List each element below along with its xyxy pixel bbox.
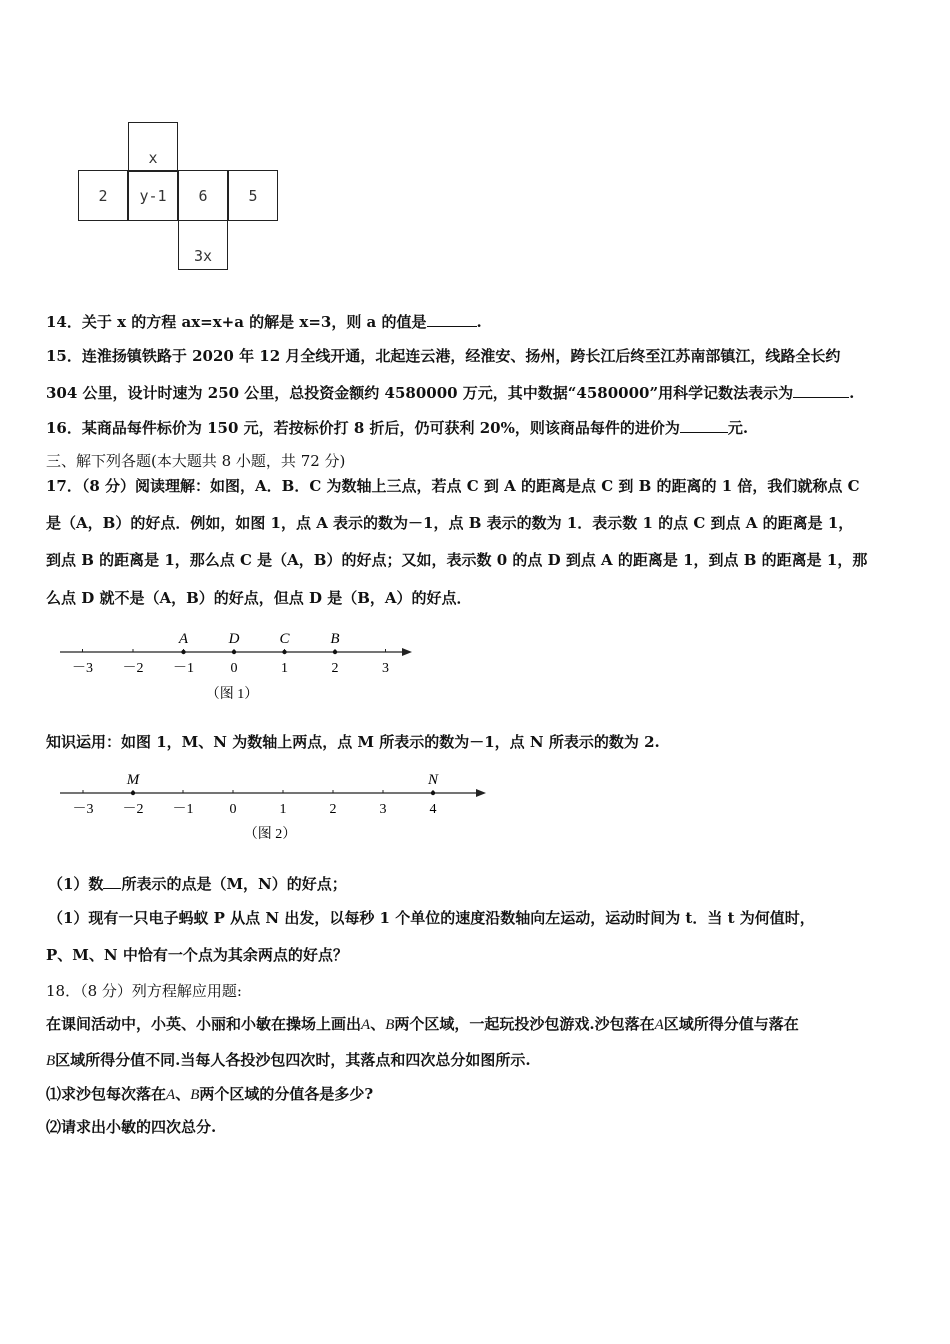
part-1-text-a: （1）数: [48, 875, 104, 893]
fig1-tick-label: 2: [331, 661, 339, 676]
fig2-tick-label: －1: [172, 802, 194, 817]
fig2-point-m: [131, 791, 135, 795]
fig1-tick-label: 3: [382, 661, 389, 676]
fig2-caption: （图 2）: [243, 827, 297, 842]
fig1-point-label-c: C: [279, 631, 290, 647]
net-cell-bottom: 3x: [178, 220, 228, 270]
answer-blank-17-1[interactable]: [103, 874, 121, 889]
fig2-point-n: [431, 791, 435, 795]
fig2-point-label-n: N: [427, 772, 439, 788]
answer-blank-15[interactable]: [793, 383, 849, 398]
q18-q1-b: 两个区域的分值各是多少?: [199, 1085, 374, 1103]
part-1-text-b: 所表示的点是（M，N）的好点；: [121, 875, 347, 893]
question-17-part-2-line-1: （1）现有一只电子蚂蚁 P 从点 N 出发，以每秒 1 个单位的速度沿数轴向左运动，运动时间为 t．当 t 为何值时，: [48, 909, 815, 927]
number-line-figure-2: [0, 760, 520, 850]
fig1-tick-label: －2: [122, 661, 144, 676]
net-cell-middle-1: y-1: [128, 170, 178, 221]
question-18-part-2: ⑵请求出小敏的四次总分.: [46, 1118, 217, 1136]
answer-blank-16[interactable]: [680, 418, 728, 433]
fig1-point-b: [333, 650, 337, 654]
fig1-tick-label: 0: [230, 661, 238, 676]
fig1-point-a: [181, 650, 185, 654]
fig2-tick-label: 4: [429, 802, 437, 817]
q18-line1-b: 两个区域，一起玩投沙包游戏.沙包落在: [394, 1015, 655, 1033]
fig1-caption: （图 1）: [205, 687, 259, 702]
region-a-label-2: A: [654, 1017, 664, 1033]
q18-q1-a: ⑴求沙包每次落在: [46, 1085, 167, 1103]
fig2-tick-label: －3: [72, 802, 94, 817]
fig1-point-label-b: B: [330, 631, 340, 647]
knowledge-application: 知识运用：如图 1，M、N 为数轴上两点，点 M 所表示的数为－1，点 N 所表示的数为 2.: [46, 733, 660, 751]
q18-sep-2: 、: [175, 1085, 191, 1103]
question-14-text: 14．关于 x 的方程 ax=x+a 的解是 x=3，则 a 的值是: [46, 313, 427, 331]
fig2-point-label-m: M: [126, 772, 140, 788]
question-18-line-1: [46, 1014, 799, 1035]
fig2-tick-label: 2: [329, 802, 337, 817]
fig1-point-c: [282, 650, 286, 654]
fig1-point-label-a: A: [178, 631, 189, 647]
question-15-text: 304 公里，设计时速为 250 公里，总投资金额约 4580000 万元，其中数据“4580000”用科学记数法表示为: [46, 384, 794, 402]
question-17-part-1: [48, 874, 347, 894]
number-line-figure-1: [0, 618, 480, 713]
question-17-line-4: 么点 D 就不是（A，B）的好点，但点 D 是（B，A）的好点．: [46, 589, 472, 607]
fig2-tick-label: 3: [379, 802, 387, 817]
fig2-tick-label: －2: [122, 802, 144, 817]
question-17-line-1: 17．（8 分）阅读理解：如图，A．B．C 为数轴上三点，若点 C 到 A 的距离是点 C 到 B 的距离的 1 倍，我们就称点 C: [46, 477, 860, 495]
question-17-line-3: 到点 B 的距离是 1，那么点 C 是（A，B）的好点；又如，表示数 0 的点 D 到点 A 的距离是 1，到点 B 的距离是 1，那: [46, 551, 868, 569]
net-cell-top: x: [128, 122, 178, 172]
question-15-line-1: 15．连淮扬镇铁路于 2020 年 12 月全线开通，北起连云港，经淮安、扬州，跨长江后终至江苏南部镇江，线路全长约: [46, 347, 841, 365]
question-18-part-1: [46, 1084, 373, 1105]
net-cell-left: 2: [78, 170, 128, 221]
question-17-part-2-line-2: P、M、N 中恰有一个点为其余两点的好点？: [46, 946, 348, 964]
question-16-text: 16．某商品每件标价为 150 元，若按标价打 8 折后，仍可获利 20%，则该商品每件的进价为: [46, 419, 680, 437]
question-18-title: 18．（8 分）列方程解应用题:: [46, 982, 242, 1000]
question-14-end: .: [476, 313, 482, 331]
question-15-end: .: [849, 384, 855, 402]
question-18-line-2: [46, 1050, 531, 1071]
region-a-label-3: A: [166, 1087, 176, 1103]
net-cell-middle-2: 6: [178, 170, 228, 221]
region-b-label-3: B: [190, 1087, 200, 1103]
question-16-end: 元.: [727, 419, 749, 437]
q18-sep: 、: [370, 1015, 386, 1033]
fig2-arrowhead: [476, 789, 486, 797]
section-heading: 三、解下列各题(本大题共 8 小题，共 72 分): [46, 452, 346, 470]
q18-line2-b: 区域所得分值不同.当每人各投沙包四次时，其落点和四次总分如图所示.: [55, 1051, 531, 1069]
q18-line1-a: 在课间活动中，小英、小丽和小敏在操场上画出: [46, 1015, 362, 1033]
question-17-line-2: 是（A，B）的好点．例如，如图 1，点 A 表示的数为－1，点 B 表示的数为 1．表示数 1 的点 C 到点 A 的距离是 1，: [46, 514, 854, 532]
fig1-point-d: [232, 650, 236, 654]
net-cell-right: 5: [228, 170, 278, 221]
region-a-label: A: [361, 1017, 371, 1033]
fig2-tick-label: 0: [229, 802, 237, 817]
question-14: [46, 312, 482, 332]
fig2-tick-label: 1: [279, 802, 287, 817]
fig1-tick-label: 1: [281, 661, 288, 676]
fig1-tick-label: －1: [173, 661, 194, 676]
question-15-line-2: [46, 383, 854, 403]
fig1-point-label-d: D: [228, 631, 240, 647]
answer-blank-14[interactable]: [427, 312, 477, 327]
fig1-arrowhead: [402, 648, 412, 656]
region-b-label-2: B: [46, 1053, 56, 1069]
q18-line1-c: 区域所得分值与落在: [663, 1015, 799, 1033]
question-16: [46, 418, 748, 438]
region-b-label: B: [385, 1017, 395, 1033]
fig1-tick-label: －3: [72, 661, 93, 676]
